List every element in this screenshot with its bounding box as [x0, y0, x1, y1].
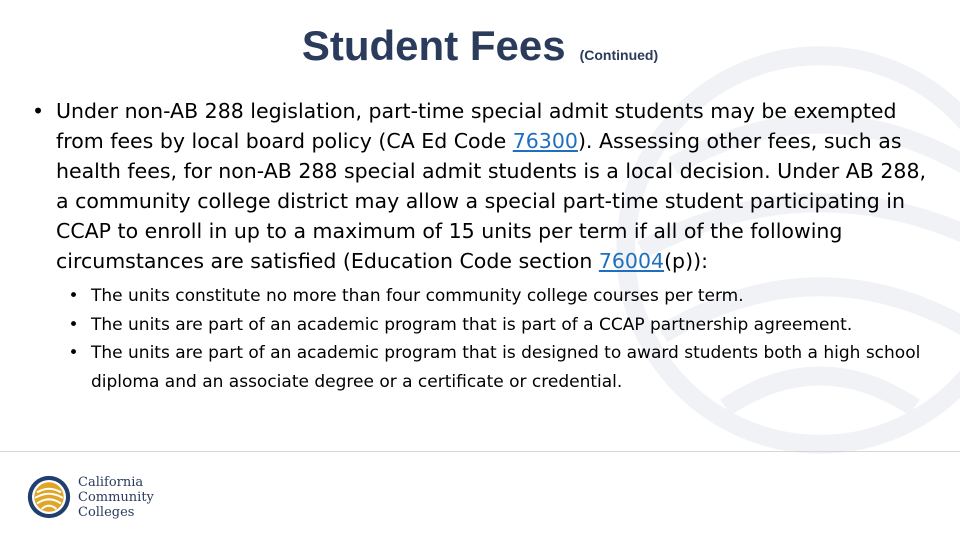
sub-bullet-text: The units are part of an academic program that is part of a CCAP partnership agreement. [91, 314, 853, 335]
sub-bullet-item [56, 311, 932, 340]
main-bullet-text-part1: Under non-AB 288 legislation, part-time special admit students may be exempted from fees by local board policy (CA Ed Code [56, 99, 897, 153]
california-community-colleges-logo [26, 474, 154, 520]
sub-bullet-text: The units are part of an academic program that is designed to award students both a high school diploma and an associate degree or a certificate or credential. [91, 343, 921, 392]
title-main-text: Student Fees [301, 22, 566, 69]
bullet-icon: • [68, 343, 79, 363]
sub-bullet-text: The units constitute no more than four community college courses per term. [91, 286, 744, 306]
ed-code-76300-link[interactable]: 76300 [512, 129, 578, 153]
logo-line-colleges: Colleges [78, 504, 135, 520]
footer-divider [0, 451, 960, 452]
main-bullet-text-part3: (p)): [664, 249, 708, 273]
main-bullet-item [32, 96, 932, 276]
bullet-icon: • [68, 286, 79, 306]
slide-title [0, 22, 960, 70]
sub-bullet-list [56, 282, 932, 396]
ed-code-76004-link[interactable]: 76004 [598, 249, 665, 273]
title-continued-text: (Continued) [579, 47, 659, 63]
sub-bullet-item [56, 339, 932, 396]
bullet-icon: • [68, 314, 79, 335]
logo-text [78, 475, 154, 520]
slide-content [32, 96, 932, 396]
logo-line-community: Community [78, 489, 154, 505]
logo-line-california: California [78, 474, 144, 490]
sub-bullet-item [56, 282, 932, 311]
seal-icon [26, 474, 72, 520]
main-bullet-text [56, 96, 932, 276]
bullet-icon: • [32, 99, 45, 123]
main-bullet-text-part2: ). Assessing other fees, such as health fees, for non-AB 288 special admit students is a local decision. Under AB 288, a community college district may allow a special part-time student participating in CCAP to enroll in up to a maximum of 15 units per term if all of the following circumstances are satisfied (Education Code section [56, 129, 926, 273]
